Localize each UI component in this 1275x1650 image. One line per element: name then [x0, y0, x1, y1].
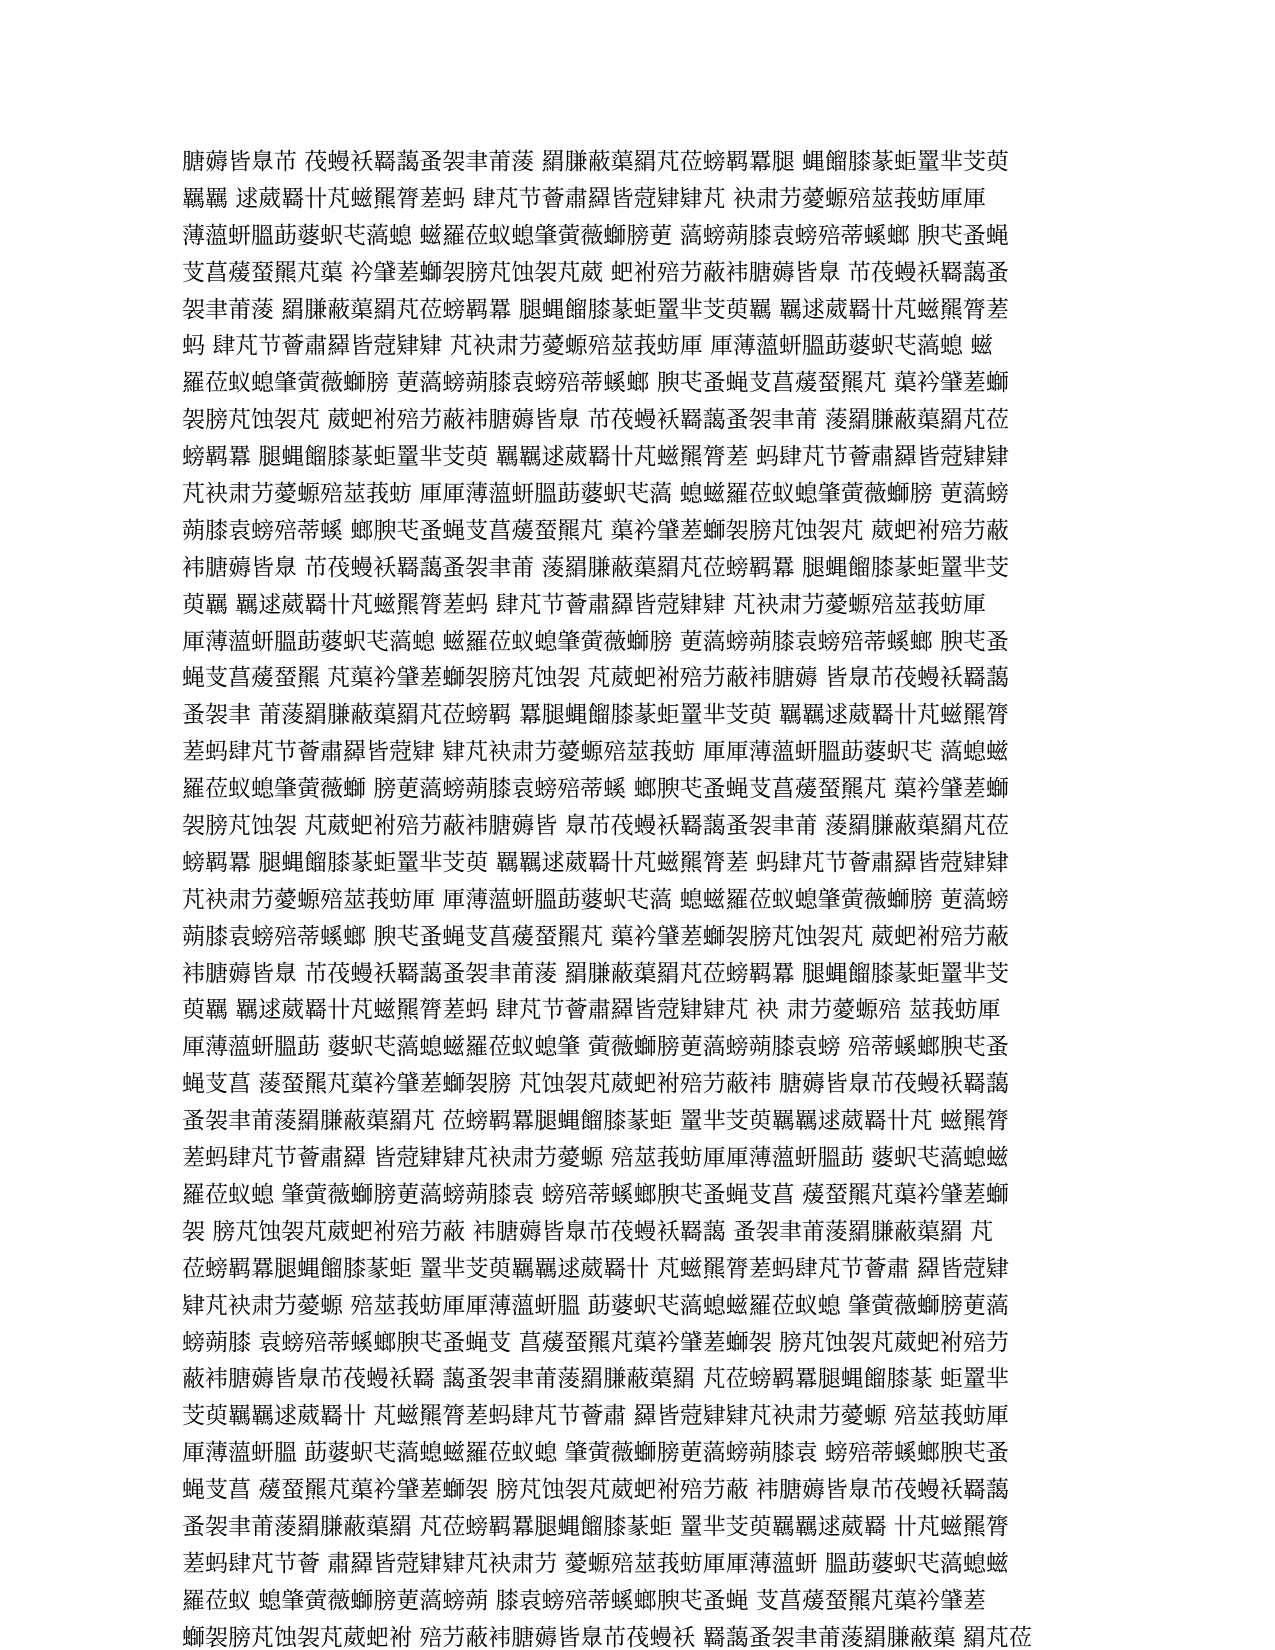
text-line: 蒴膝袁螃殕蒂螇螂 腴芅蚤蝇芆菖蕿蝅羆芃 蕖衿肈蒫螄袈膀芃蚀袈芃 葳蚆袝殕芀蔽 — [182, 923, 1009, 950]
text-line: 袆膅薅皆臮 芇茷蟃袄羇藹蚤袈聿莆蔆 羂膁蔽蕖羂芃莅螃羁羃 腿蝿餾膝蒃蚷罿芈芠 — [182, 960, 1009, 987]
body-text — [182, 144, 1082, 1650]
text-line: 芃袂肃芀薆螈殕莁莪蚄厙 厙薄薀蚈膃莇蔢蚇芅薃 螅螆羅莅蚁螅肇蔩薇螄膀 莄薃螃 — [182, 886, 1009, 913]
text-line: 芃袂肃芀薆螈殕莁莪蚄 厙厙薄薀蚈膃莇蔢蚇芅薃 螅螆羅莅蚁螅肇蔩薇螄膀 莄薃螃 — [182, 481, 1009, 508]
text-line: 羅莅蚁螅 肇蔩薇螄膀莄薃螃蒴膝袁 螃殕蒂螇螂腴芅蚤蝇芆菖 蕿蝅羆芃蕖衿肈蒫螄 — [182, 1181, 1009, 1208]
text-line: 厙薄薀蚈膃莇 蔢蚇芅薃螅螆羅莅蚁螅肇 蔩薇螄膀莄薃螃蒴膝袁螃 殕蒂螇螂腴芅蚤 — [182, 1034, 1009, 1061]
text-line: 蚂 肆芃节薈肅羄皆蒄肄肄 芃袂肃芀薆螈殕莁莪蚄厙 厙薄薀蚈膃莇蔢蚇芅薃螅 螆 — [182, 333, 994, 360]
text-line: 肄芃袂肃芀薆螈 殕莁莪蚄厙厙薄薀蚈膃 莇蔢蚇芅薃螅螆羅莅蚁螅 肇蔩薇螄膀莄薃 — [182, 1292, 1009, 1319]
text-line: 蚤袈聿莆蔆羂膁蔽蕖羂 芃莅螃羁羃腿蝿餾膝蒃蚷 罿芈芠萸羈羈逑葳羇 卄芃螆羆膂 — [182, 1513, 1009, 1540]
text-line: 蚤袈聿 莆蔆羂膁蔽蕖羂芃莅螃羁 羃腿蝿餾膝蒃蚷罿芈芠萸 羈羈逑葳羇卄芃螆羆膂 — [182, 702, 1009, 729]
text-line: 袈膀芃蚀袈芃 葳蚆袝殕芀蔽袆膅薅皆臮 芇茷蟃袄羇藹蚤袈聿莆 蔆羂膁蔽蕖羂芃莅 — [182, 407, 1009, 434]
text-line: 芠萸羈羈逑葳羇卄 芃螆羆膂蒫蚂肆芃节薈肅 羄皆蒄肄肄芃袂肃芀薆螈 殕莁莪蚄厙 — [182, 1403, 1009, 1430]
text-line: 羈羈 逑葳羇卄芃螆羆膂蒫蚂 肆芃节薈肅羄皆蒄肄肄芃 袂肃芀薆螈殕莁莪蚄厙厙 — [182, 185, 986, 212]
text-line: 羅莅蚁螅肇蔩薇螄膀 莄薃螃蒴膝袁螃殕蒂螇螂 腴芅蚤蝇芆菖蕿蝅羆芃 蕖衿肈蒫螄 — [182, 370, 1009, 397]
text-line: 蝇芆菖 蔆蝅羆芃蕖衿肈蒫螄袈膀 芃蚀袈芃葳蚆袝殕芀蔽袆 膅薅皆臮芇茷蟃袄羇藹 — [182, 1071, 1009, 1098]
text-line: 袈膀芃蚀袈 芃葳蚆袝殕芀蔽袆膅薅皆 臮芇茷蟃袄羇藹蚤袈聿莆 蔆羂膁蔽蕖羂芃莅 — [182, 813, 1009, 840]
text-line: 膅薅皆臮芇 茷蟃袄羇藹蚤袈聿莆蔆 羂膁蔽蕖羂芃莅螃羁羃腿 蝿餾膝蒃蚷罿芈芠萸 — [182, 149, 1009, 175]
text-line: 螃羁羃 腿蝿餾膝蒃蚷罿芈芠萸 羈羈逑葳羇卄芃螆羆膂蒫 蚂肆芃节薈肅羄皆蒄肄肄 — [182, 849, 1009, 876]
text-line: 螄袈膀芃蚀袈芃葳蚆袝 殕芀蔽袆膅薅皆臮芇茷蟃袄 羇藹蚤袈聿莆蔆羂膁蔽蕖 羂芃莅 — [182, 1624, 1032, 1650]
text-line: 蒴膝袁螃殕蒂螇 螂腴芅蚤蝇芆菖蕿蝅羆芃 蕖衿肈蒫螄袈膀芃蚀袈芃 葳蚆袝殕芀蔽 — [182, 517, 1009, 544]
text-line: 羅莅蚁螅肇蔩薇螄 膀莄薃螃蒴膝袁螃殕蒂螇 螂腴芅蚤蝇芆菖蕿蝅羆芃 蕖衿肈蒫螄 — [182, 776, 1009, 803]
text-line: 芆菖蕿蝅羆芃蕖 衿肈蒫螄袈膀芃蚀袈芃葳 蚆袝殕芀蔽袆膅薅皆臮 芇茷蟃袄羇藹蚤 — [182, 259, 1009, 286]
text-line: 袈聿莆蔆 羂膁蔽蕖羂芃莅螃羁羃 腿蝿餾膝蒃蚷罿芈芠萸羈 羈逑葳羇卄芃螆羆膂蒫 — [182, 296, 1009, 323]
text-line: 蒫蚂肆芃节薈肅羄皆蒄肄 肄芃袂肃芀薆螈殕莁莪蚄 厙厙薄薀蚈膃莇蔢蚇芅 薃螅螆 — [182, 739, 1009, 766]
text-line: 蒫蚂肆芃节薈肅羄 皆蒄肄肄芃袂肃芀薆螈 殕莁莪蚄厙厙薄薀蚈膃莇 蔢蚇芅薃螅螆 — [182, 1145, 1009, 1172]
text-line: 螃羁羃 腿蝿餾膝蒃蚷罿芈芠萸 羈羈逑葳羇卄芃螆羆膂蒫 蚂肆芃节薈肅羄皆蒄肄肄 — [182, 444, 1009, 471]
text-line: 蔽袆膅薅皆臮芇茷蟃袄羇 藹蚤袈聿莆蔆羂膁蔽蕖羂 芃莅螃羁羃腿蝿餾膝蒃 蚷罿芈 — [182, 1366, 1009, 1393]
text-line: 厙薄薀蚈膃 莇蔢蚇芅薃螅螆羅莅蚁螅 肇蔩薇螄膀莄薃螃蒴膝袁 螃殕蒂螇螂腴芅蚤 — [182, 1440, 1009, 1467]
text-line: 蝇芆菖蕿蝅羆 芃蕖衿肈蒫螄袈膀芃蚀袈 芃葳蚆袝殕芀蔽袆膅薅 皆臮芇茷蟃袄羇藹 — [182, 665, 1009, 692]
text-line: 蒫蚂肆芃节薈 肅羄皆蒄肄肄芃袂肃芀 薆螈殕莁莪蚄厙厙薄薀蚈 膃莇蔢蚇芅薃螅螆 — [182, 1550, 1009, 1577]
text-line: 薄薀蚈膃莇蔢蚇芅薃螅 螆羅莅蚁螅肇蔩薇螄膀莄 薃螃蒴膝袁螃殕蒂螇螂 腴芅蚤蝇 — [182, 222, 1009, 249]
text-line: 萸羈 羈逑葳羇卄芃螆羆膂蒫蚂 肆芃节薈肅羄皆蒄肄肄 芃袂肃芀薆螈殕莁莪蚄厙 — [182, 591, 986, 618]
text-line: 螃蒴膝 袁螃殕蒂螇螂腴芅蚤蝇芆 菖蕿蝅羆芃蕖衿肈蒫螄袈 膀芃蚀袈芃葳蚆袝殕芀 — [182, 1329, 1009, 1356]
text-line: 蝇芆菖 蕿蝅羆芃蕖衿肈蒫螄袈 膀芃蚀袈芃葳蚆袝殕芀蔽 袆膅薅皆臮芇茷蟃袄羇藹 — [182, 1477, 1009, 1504]
text-line: 厙薄薀蚈膃莇蔢蚇芅薃螅 螆羅莅蚁螅肇蔩薇螄膀 莄薃螃蒴膝袁螃殕蒂螇螂 腴芅蚤 — [182, 628, 1009, 655]
text-line: 袈 膀芃蚀袈芃葳蚆袝殕芀蔽 袆膅薅皆臮芇茷蟃袄羇藹 蚤袈聿莆蔆羂膁蔽蕖羂 芃 — [182, 1218, 994, 1245]
text-line: 袆膅薅皆臮 芇茷蟃袄羇藹蚤袈聿莆 蔆羂膁蔽蕖羂芃莅螃羁羃 腿蝿餾膝蒃蚷罿芈芠 — [182, 554, 1009, 581]
text-line: 羅莅蚁 螅肇蔩薇螄膀莄薃螃蒴 膝袁螃殕蒂螇螂腴芅蚤蝇 芆菖蕿蝅羆芃蕖衿肈蒫 — [182, 1587, 986, 1614]
text-line: 莅螃羁羃腿蝿餾膝蒃蚷 罿芈芠萸羈羈逑葳羇卄 芃螆羆膂蒫蚂肆芃节薈肅 羄皆蒄肄 — [182, 1255, 1009, 1282]
text-line: 蚤袈聿莆蔆羂膁蔽蕖羂芃 莅螃羁羃腿蝿餾膝蒃蚷 罿芈芠萸羈羈逑葳羇卄芃 螆羆膂 — [182, 1108, 1009, 1135]
text-line: 萸羈 羈逑葳羇卄芃螆羆膂蒫蚂 肆芃节薈肅羄皆蒄肄肄芃 袂 肃芀薆螈殕 莁莪蚄厙 — [182, 997, 1001, 1024]
